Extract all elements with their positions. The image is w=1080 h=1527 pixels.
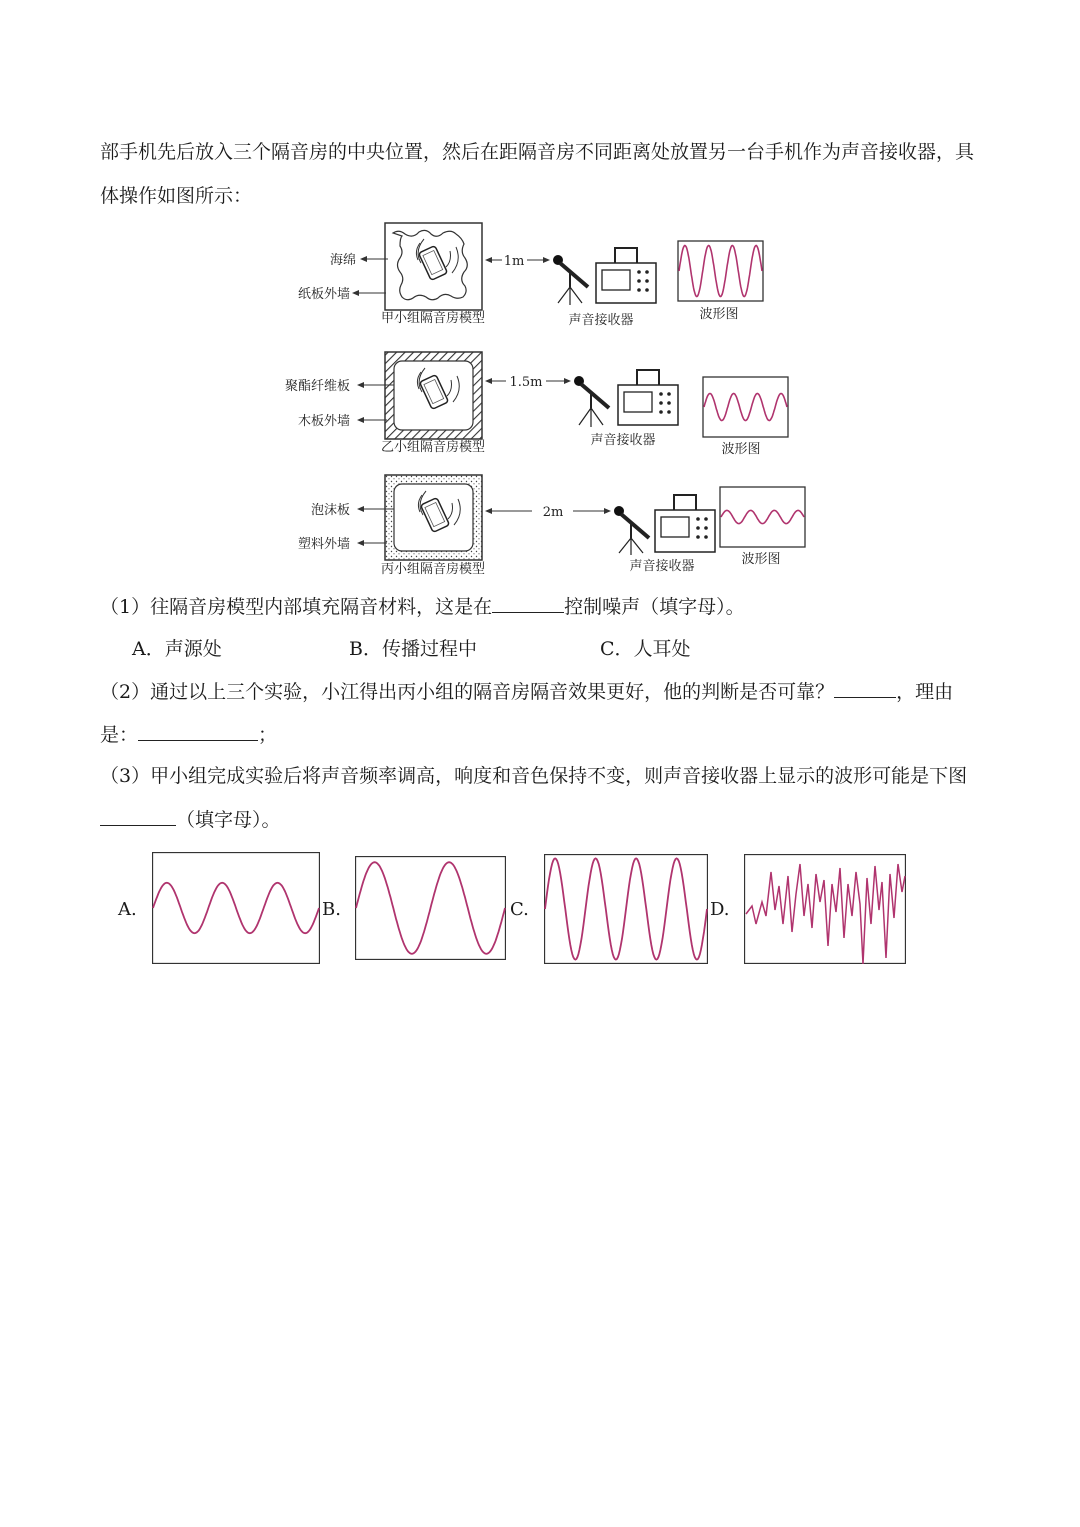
q2-line2-suffix: ； (258, 724, 278, 746)
row-2-inner-label: 聚酯纤维板 (284, 379, 350, 394)
q1-option-a (132, 637, 222, 661)
row-3-wave-caption: 波形图 (741, 552, 781, 567)
q1-option-b (349, 637, 477, 661)
row-2-receiver-device-icon (618, 370, 678, 425)
q1-option-b-letter: B． (349, 638, 382, 660)
row-2-model-caption: 乙小组隔音房模型 (380, 440, 486, 455)
q2-mid: ，理由 (896, 681, 954, 703)
row-1-wave-caption: 波形图 (699, 307, 739, 322)
q3-answer-blank[interactable] (100, 807, 176, 826)
row-2-distance: 1.5m (509, 375, 543, 390)
row-1-receiver-caption: 声音接收器 (568, 313, 634, 328)
q2-reason-blank[interactable] (138, 722, 258, 741)
q3-suffix: （填字母）。 (176, 809, 281, 831)
row-2-receiver-caption: 声音接收器 (590, 433, 656, 448)
option-b-label: B. (322, 899, 341, 920)
row-3-distance: 2m (542, 505, 564, 520)
row-2-outer-label: 木板外墙 (297, 414, 350, 429)
intro-line-1: 部手机先后放入三个隔音房的中央位置，然后在距隔音房不同距离处放置另一台手机作为声音接收器，具 (100, 141, 975, 163)
option-a-waveform-box (152, 852, 320, 964)
row-1-group (298, 223, 763, 328)
row-3-receiver-caption: 声音接收器 (629, 559, 695, 574)
q1-option-a-text: 声源处 (164, 638, 222, 660)
q1-prefix: （1）往隔音房模型内部填充隔音材料，这是在 (100, 596, 493, 618)
question-3-line-1: （3）甲小组完成实验后将声音频率调高，响度和音色保持不变，则声音接收器上显示的波形可能是下图 (100, 765, 968, 787)
row-3-model-caption: 丙小组隔音房模型 (380, 562, 486, 577)
option-c-label: C. (510, 899, 529, 920)
question-2-line-1 (100, 679, 953, 704)
intro-line-2: 体操作如图所示： (100, 185, 253, 207)
row-1-microphone-icon (553, 255, 588, 305)
row-3-inner-label: 泡沫板 (310, 503, 350, 518)
q2-answer-blank[interactable] (834, 679, 896, 698)
row-1-outer-label: 纸板外墙 (297, 287, 350, 302)
q1-option-a-letter: A． (132, 638, 165, 660)
q1-suffix: 控制噪声（填字母）。 (564, 596, 745, 618)
q2-prefix: （2）通过以上三个实验，小江得出丙小组的隔音房隔音效果更好，他的判断是否可靠？ (100, 681, 835, 703)
question-2-line-2 (100, 722, 277, 747)
row-1-model-caption: 甲小组隔音房模型 (380, 311, 486, 326)
option-d-waveform-box (744, 854, 906, 964)
row-3-group (298, 475, 805, 577)
q2-line2-prefix: 是： (100, 724, 139, 746)
row-1-inner-label: 海绵 (329, 253, 356, 268)
row-3-outer-label: 塑料外墙 (297, 537, 350, 552)
q1-option-b-text: 传播过程中 (381, 638, 477, 660)
question-1 (100, 594, 745, 619)
row-3-receiver-device-icon (655, 495, 715, 552)
row-2-group (285, 352, 788, 457)
q1-option-c-text: 人耳处 (633, 638, 691, 660)
row-1-receiver-device-icon (596, 248, 656, 303)
q1-answer-blank[interactable] (492, 594, 564, 613)
option-a-label: A. (118, 899, 137, 920)
q1-option-c (600, 637, 691, 661)
option-c-waveform-box (544, 854, 708, 964)
row-3-microphone-icon (614, 506, 649, 555)
question-3-line-2 (100, 807, 281, 832)
experiment-figure (270, 215, 830, 585)
option-b-waveform-box (355, 856, 506, 960)
q1-option-c-letter: C． (600, 638, 634, 660)
row-1-distance: 1m (503, 254, 525, 269)
option-d-label: D. (710, 899, 730, 920)
row-2-wave-caption: 波形图 (721, 442, 761, 457)
row-2-microphone-icon (574, 376, 609, 427)
